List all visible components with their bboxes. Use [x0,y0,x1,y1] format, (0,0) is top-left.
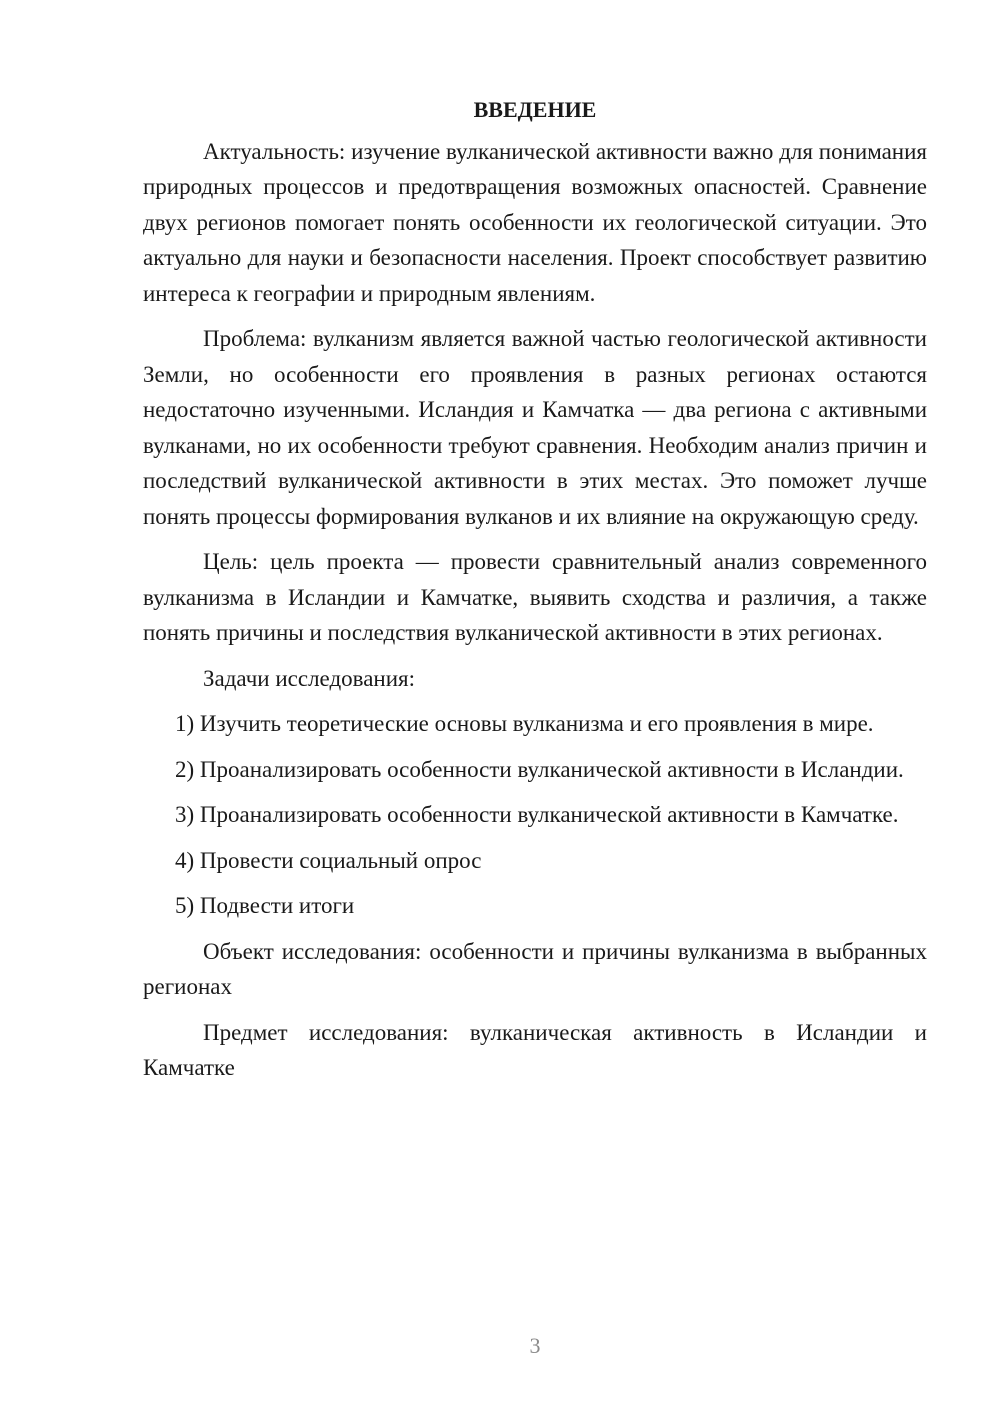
task-item-5: 5) Подвести итоги [175,893,355,918]
page-content [143,92,927,1096]
research-object-paragraph: Объект исследования: особенности и причины вулканизма в выбранных регионах [143,938,927,999]
task-item-4: 4) Провести социальный опрос [175,847,482,873]
section-title: ВВЕДЕНИЕ [473,97,597,122]
page-number: 3 [529,1333,541,1358]
problem-paragraph: Проблема: вулканизм является важной частью геологической активности Земли, но особенности его проявления в разных регионах остаются недостаточно изученными. Исландия и Камчатка — два региона с активными вулканами, но их особенности требуют сравнения. Необходим анализ причин и последствий вулканической активности в этих местах. Это поможет лучше понять процессы формирования вулканов и их влияние на окружающую среду. [143,326,927,529]
research-subject-paragraph: Предмет исследования: вулканическая активность в Исландии и Камчатке [143,1019,927,1080]
task-item-2: 2) Проанализировать особенности вулканической активности в Исландии. [175,756,904,782]
goal-paragraph: Цель: цель проекта — провести сравнительный анализ современного вулканизма в Исландии и Камчатке, выявить сходства и различия, а также понять причины и последствия вулканической активности в этих регионах. [143,549,927,645]
tasks-heading: Задачи исследования: [203,665,416,691]
relevance-paragraph: Актуальность: изучение вулканической активности важно для понимания природных процессов и предотвращения возможных опасностей. Сравнение двух регионов помогает понять особенности их геологической ситуации. Это актуально для науки и безопасности населения. Проект способствует развитию интереса к географии и природным явлениям. [143,138,927,306]
task-item-1: 1) Изучить теоретические основы вулканизма и его проявления в мире. [175,711,874,736]
task-item-3: 3) Проанализировать особенности вулканической активности в Камчатке. [175,802,899,827]
